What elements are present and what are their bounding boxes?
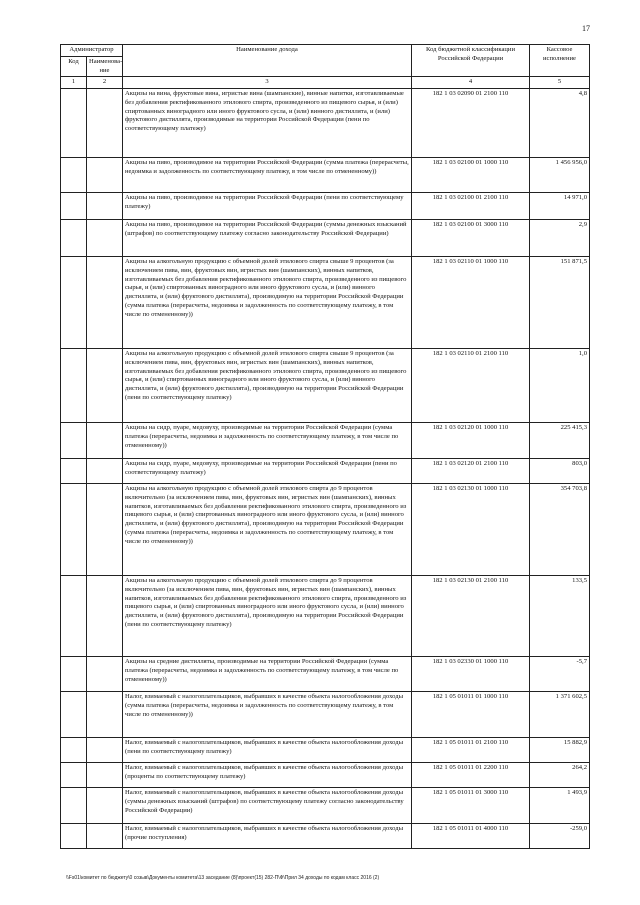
- table-row: [61, 257, 590, 349]
- table-row: [61, 576, 590, 657]
- table-row: [61, 788, 590, 824]
- table-row: [61, 89, 590, 158]
- admin-code-cell: [61, 459, 87, 484]
- income-name-cell: Налог, взимаемый с налогоплательщиков, выбравших в качестве объекта налогообложения доходы (прочие поступления): [123, 824, 412, 849]
- amount-cell: -259,0: [530, 824, 590, 849]
- income-name-cell: Акцизы на пиво, производимое на территории Российской Федерации (суммы денежных взысканий (штрафов) по соответствующему платежу согласно законодательству Российской Федерации): [123, 220, 412, 257]
- budget-code-cell: 182 1 05 01011 01 3000 110: [412, 788, 530, 824]
- amount-cell: 1 371 602,5: [530, 692, 590, 738]
- amount-cell: 225 415,3: [530, 423, 590, 459]
- admin-code-cell: [61, 738, 87, 763]
- column-index: 4: [412, 77, 530, 89]
- page-number: 17: [582, 24, 590, 33]
- amount-cell: 151 871,5: [530, 257, 590, 349]
- admin-name-cell: [87, 788, 123, 824]
- table-row: [61, 158, 590, 193]
- admin-name-cell: [87, 763, 123, 788]
- admin-group-header: Администратор: [61, 45, 123, 57]
- income-name-cell: Акцизы на пиво, производимое на территории Российской Федерации (сумма платежа (перерасчеты, недоимка и задолженность по соответствующему платежу, в том числе по отмененному)): [123, 158, 412, 193]
- column-index: 2: [87, 77, 123, 89]
- income-name-cell: Акцизы на вина, фруктовые вина, игристые вина (шампанские), винные напитки, изготавливаемые без добавления ректификованного этилового спирта, произведенного из пищевого сырья, и (или) спиртованных виноградного или иного фруктового сусла, и (или) винного дистиллята, и (или) фруктового дистиллята, производимые на территории Российской Федерации (пени по соответствующему платежу): [123, 89, 412, 158]
- admin-code-cell: [61, 89, 87, 158]
- admin-code-cell: [61, 788, 87, 824]
- amount-cell: 1 493,9: [530, 788, 590, 824]
- budget-code-cell: 182 1 03 02100 01 2100 110: [412, 193, 530, 220]
- admin-name-cell: [87, 692, 123, 738]
- budget-code-cell: 182 1 03 02100 01 1000 110: [412, 158, 530, 193]
- table-row: [61, 738, 590, 763]
- amount-cell: 354 703,8: [530, 484, 590, 576]
- column-index: 5: [530, 77, 590, 89]
- column-index: 3: [123, 77, 412, 89]
- table-row: [61, 484, 590, 576]
- admin-name-cell: [87, 657, 123, 692]
- file-path-footer: \\Fs01\комитет по бюджету\0 созыв\Документы комитета\13 заседание (8)\проект(15) 282-П\Ф\Прил 34 доходы по кодам класс 2016 (2): [66, 875, 380, 881]
- admin-name-cell: [87, 423, 123, 459]
- admin-code-cell: [61, 220, 87, 257]
- income-name-cell: Налог, взимаемый с налогоплательщиков, выбравших в качестве объекта налогообложения доходы (суммы денежных взысканий (штрафов) по соответствующему платежу согласно законодательству Российской Федерации): [123, 788, 412, 824]
- income-name-cell: Акцизы на алкогольную продукцию с объемной долей этилового спирта свыше 9 процентов (за исключением пива, вин, фруктовых вин, игристых вин (шампанских), винных напитков, изготавливаемых без добавления ректификованного этилового спирта, произведенного из пищевого сырья, и (или) спиртованных виноградного или иного фруктового сусла, и (или) винного дистиллята, и (или) фруктового дистиллята), производимую на территории Российской Федерации (сумма платежа (перерасчеты, недоимка и задолженность по соответствующему платежу, в том числе по отмененному)): [123, 257, 412, 349]
- amount-cell: 15 882,9: [530, 738, 590, 763]
- admin-name-cell: [87, 193, 123, 220]
- admin-code-cell: [61, 824, 87, 849]
- admin-name-cell: [87, 738, 123, 763]
- budget-code-cell: 182 1 03 02110 01 2100 110: [412, 349, 530, 423]
- admin-code-cell: [61, 257, 87, 349]
- amount-cell: 264,2: [530, 763, 590, 788]
- table-row: [61, 349, 590, 423]
- table-row: [61, 220, 590, 257]
- table-row: [61, 657, 590, 692]
- admin-code-cell: [61, 423, 87, 459]
- admin-code-cell: [61, 692, 87, 738]
- budget-code-cell: 182 1 03 02330 01 1000 110: [412, 657, 530, 692]
- budget-code-cell: 182 1 03 02120 01 2100 110: [412, 459, 530, 484]
- budget-code-cell: 182 1 03 02090 01 2100 110: [412, 89, 530, 158]
- admin-code-header: Код: [61, 56, 87, 77]
- admin-code-cell: [61, 576, 87, 657]
- budget-code-cell: 182 1 05 01011 01 4000 110: [412, 824, 530, 849]
- income-name-cell: Акцизы на сидр, пуаре, медовуху, производимые на территории Российской Федерации (сумма платежа (перерасчеты, недоимка и задолженность по соответствующему платежу, в том числе по отмененному)): [123, 423, 412, 459]
- table-row: [61, 193, 590, 220]
- income-name-cell: Акцизы на сидр, пуаре, медовуху, производимые на территории Российской Федерации (пени по соответствующему платежу): [123, 459, 412, 484]
- table-row: [61, 692, 590, 738]
- income-table: [60, 44, 590, 849]
- amount-cell: 2,9: [530, 220, 590, 257]
- amount-cell: 1,0: [530, 349, 590, 423]
- admin-name-cell: [87, 576, 123, 657]
- income-name-cell: Налог, взимаемый с налогоплательщиков, выбравших в качестве объекта налогообложения доходы (проценты по соответствующему платежу): [123, 763, 412, 788]
- admin-name-cell: [87, 824, 123, 849]
- budget-code-cell: 182 1 05 01011 01 2200 110: [412, 763, 530, 788]
- budget-code-cell: 182 1 05 01011 01 1000 110: [412, 692, 530, 738]
- budget-code-cell: 182 1 03 02130 01 2100 110: [412, 576, 530, 657]
- budget-code-cell: 182 1 03 02110 01 1000 110: [412, 257, 530, 349]
- admin-name-cell: [87, 89, 123, 158]
- admin-code-cell: [61, 158, 87, 193]
- income-name-header: Наименование дохода: [123, 45, 412, 77]
- income-name-cell: Налог, взимаемый с налогоплательщиков, выбравших в качестве объекта налогообложения доходы (пени по соответствующему платежу): [123, 738, 412, 763]
- budget-code-cell: 182 1 03 02120 01 1000 110: [412, 423, 530, 459]
- admin-name-cell: [87, 257, 123, 349]
- admin-code-cell: [61, 763, 87, 788]
- income-name-cell: Акцизы на пиво, производимое на территории Российской Федерации (пени по соответствующему платежу): [123, 193, 412, 220]
- income-name-cell: Акцизы на средние дистилляты, производимые на территории Российской Федерации (сумма платежа (перерасчеты, недоимка и задолженность по соответствующему платежу, в том числе по отмененному)): [123, 657, 412, 692]
- admin-name-cell: [87, 459, 123, 484]
- column-index: 1: [61, 77, 87, 89]
- amount-cell: 133,5: [530, 576, 590, 657]
- income-name-cell: Акцизы на алкогольную продукцию с объемной долей этилового спирта свыше 9 процентов (за исключением пива, вин, фруктовых вин, игристых вин (шампанских), винных напитков, изготавливаемых без добавления ректификованного этилового спирта, произведенного из пищевого сырья, и (или) спиртованных виноградного или иного фруктового сусла, и (или) винного дистиллята, и (или) фруктового дистиллята), производимую на территории Российской Федерации (пени по соответствующему платежу): [123, 349, 412, 423]
- budget-code-cell: 182 1 05 01011 01 2100 110: [412, 738, 530, 763]
- budget-code-header: Код бюджетной классификации Российской Федерации: [412, 45, 530, 77]
- income-name-cell: Налог, взимаемый с налогоплательщиков, выбравших в качестве объекта налогообложения доходы (сумма платежа (перерасчеты, недоимка и задолженность по соответствующему платежу, в том числе по отмененному)): [123, 692, 412, 738]
- table-row: [61, 423, 590, 459]
- admin-name-cell: [87, 158, 123, 193]
- admin-code-cell: [61, 349, 87, 423]
- income-name-cell: Акцизы на алкогольную продукцию с объемной долей этилового спирта до 9 процентов включительно (за исключением пива, вин, фруктовых вин, игристых вин (шампанских), винных напитков, изготавливаемых без добавления ректификованного этилового спирта, произведенного из пищевого сырья, и (или) спиртованных виноградного или иного фруктового сусла, и (или) винного дистиллята, и (или) фруктового дистиллята), производимую на территории Российской Федерации (сумма платежа (перерасчеты, недоимка и задолженность по соответствующему платежу, в том числе по отмененному)): [123, 484, 412, 576]
- cash-exec-header: Кассовое исполнение: [530, 45, 590, 77]
- income-name-cell: Акцизы на алкогольную продукцию с объемной долей этилового спирта до 9 процентов включительно (за исключением пива, вин, фруктовых вин, игристых вин (шампанских), винных напитков, изготавливаемых без добавления ректификованного этилового спирта, произведенного из пищевого сырья, и (или) спиртованных виноградного или иного фруктового сусла, и (или) винного дистиллята, и (или) фруктового дистиллята), производимую на территории Российской Федерации (пени по соответствующему платежу): [123, 576, 412, 657]
- admin-name-header: Наименова-ние: [87, 56, 123, 77]
- table-row: [61, 459, 590, 484]
- amount-cell: 1 456 956,0: [530, 158, 590, 193]
- budget-code-cell: 182 1 03 02100 01 3000 110: [412, 220, 530, 257]
- amount-cell: 4,8: [530, 89, 590, 158]
- table-row: [61, 824, 590, 849]
- admin-name-cell: [87, 220, 123, 257]
- admin-code-cell: [61, 193, 87, 220]
- admin-code-cell: [61, 657, 87, 692]
- table-row: [61, 763, 590, 788]
- admin-name-cell: [87, 349, 123, 423]
- amount-cell: 803,0: [530, 459, 590, 484]
- amount-cell: -5,7: [530, 657, 590, 692]
- budget-code-cell: 182 1 03 02130 01 1000 110: [412, 484, 530, 576]
- admin-code-cell: [61, 484, 87, 576]
- admin-name-cell: [87, 484, 123, 576]
- amount-cell: 14 971,0: [530, 193, 590, 220]
